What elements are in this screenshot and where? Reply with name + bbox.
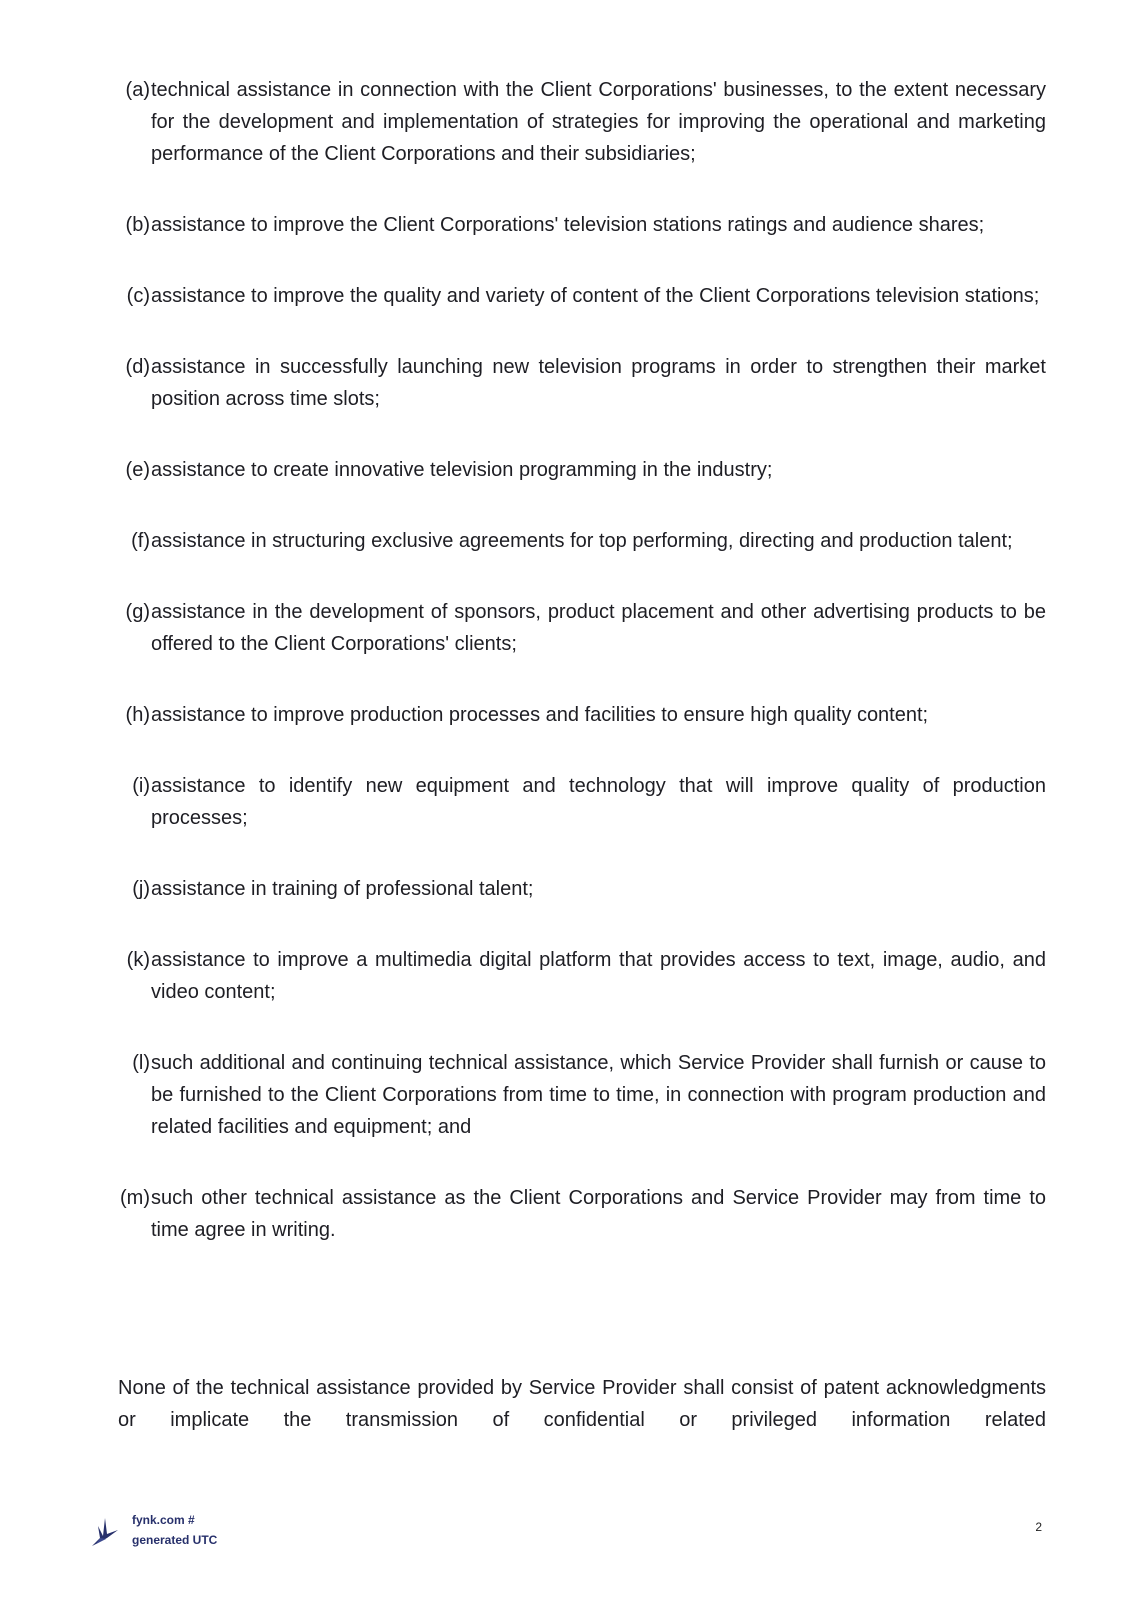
clause-marker: (l) — [132, 1052, 150, 1074]
clause-marker: (k) — [126, 949, 150, 971]
clause-text: such other technical assistance as the Client Corporations and Service Provider may from time to time agree in writing. — [151, 1187, 1046, 1241]
clause-text: assistance in successfully launching new television programs in order to strengthen their market position across time slots; — [151, 356, 1046, 410]
clause-text: assistance to improve production processes and facilities to ensure high quality content; — [151, 704, 929, 726]
clause-text: technical assistance in connection with the Client Corporations' businesses, to the extent necessary for the development and implementation of strategies for improving the operational and marketing performance of the Client Corporations and their subsidiaries; — [151, 79, 1046, 165]
clause-item — [110, 74, 1046, 170]
clause-item — [110, 873, 1046, 905]
clause-item — [110, 351, 1046, 415]
clause-marker: (c) — [126, 285, 150, 307]
clause-item — [110, 454, 1046, 486]
clause-item — [110, 944, 1046, 1008]
clause-item — [110, 1047, 1046, 1143]
clause-item — [110, 699, 1046, 731]
clause-marker: (m) — [120, 1187, 150, 1209]
closing-paragraph: None of the technical assistance provided by Service Provider shall consist of patent acknowledgments or implicate the transmission of confidential or privileged information related — [118, 1377, 1046, 1431]
clause-marker: (h) — [125, 704, 150, 726]
footer-site: fynk.com # — [132, 1513, 195, 1527]
clause-item — [110, 209, 1046, 241]
footer-generated: generated UTC — [132, 1533, 218, 1547]
page-footer — [86, 1500, 1046, 1560]
clause-item — [110, 525, 1046, 557]
clause-text: assistance to improve the Client Corporations' television stations ratings and audience shares; — [151, 214, 985, 236]
clause-text: assistance to identify new equipment and technology that will improve quality of production processes; — [151, 775, 1046, 829]
clause-marker: (d) — [125, 356, 150, 378]
clause-marker: (g) — [125, 601, 150, 623]
footer-meta — [132, 1510, 217, 1550]
clause-text: assistance to improve a multimedia digital platform that provides access to text, image, audio, and video content; — [151, 949, 1046, 1003]
clause-item — [110, 1182, 1046, 1246]
clause-marker: (e) — [125, 459, 150, 481]
clause-marker: (i) — [132, 775, 150, 797]
clause-marker: (a) — [125, 79, 150, 101]
clause-text: such additional and continuing technical assistance, which Service Provider shall furnish or cause to be furnished to the Client Corporations from time to time, in connection with program production and related facilities and equipment; and — [151, 1052, 1046, 1138]
page-number: 2 — [1035, 1520, 1042, 1534]
clause-marker: (b) — [125, 214, 150, 236]
clause-text: assistance in training of professional talent; — [151, 878, 534, 900]
clause-marker: (f) — [131, 530, 150, 552]
clause-text: assistance in the development of sponsors, product placement and other advertising products to be offered to the Client Corporations' clients; — [151, 601, 1046, 655]
clause-text: assistance to improve the quality and variety of content of the Client Corporations television stations; — [151, 285, 1040, 307]
fynk-bird-logo-icon — [86, 1508, 122, 1548]
clause-item — [110, 770, 1046, 834]
clause-list — [110, 74, 1046, 1246]
clause-text: assistance in structuring exclusive agreements for top performing, directing and production talent; — [151, 530, 1013, 552]
clause-item — [110, 596, 1046, 660]
clause-text: assistance to create innovative television programming in the industry; — [151, 459, 773, 481]
clause-item — [110, 280, 1046, 312]
clause-marker: (j) — [132, 878, 150, 900]
